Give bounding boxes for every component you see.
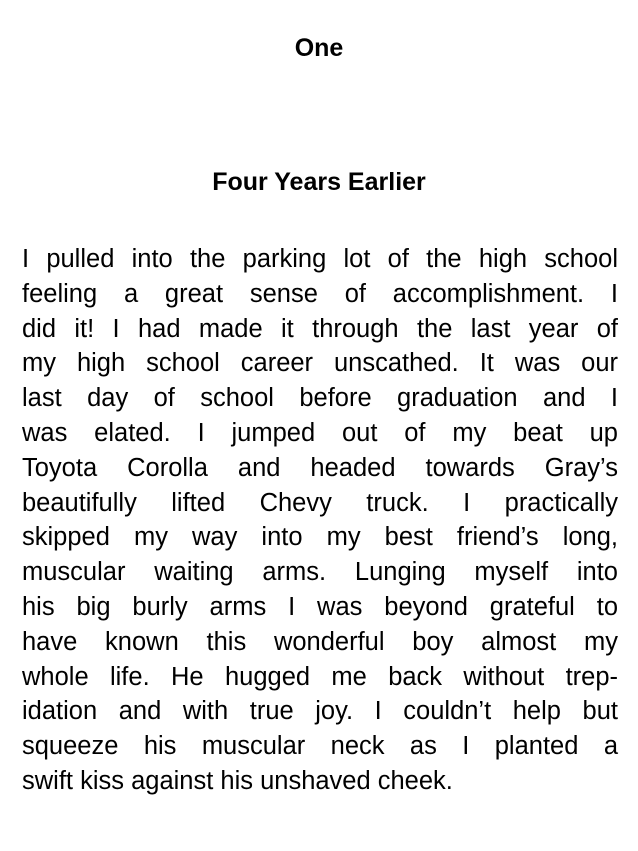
text-line: his big burly arms I was beyond grateful to [22,592,618,621]
text-line: whole life. He hugged me back without trep- [22,662,618,691]
text-line: my high school career unscathed. It was our [22,349,618,378]
text-line: did it! I had made it through the last year of [22,314,618,343]
text-line: feeling a great sense of accomplishment. I [22,279,618,308]
text-line: I pulled into the parking lot of the high school [22,245,618,273]
chapter-title: One [294,34,344,62]
text-line: idation and with true joy. I couldn’t help but [22,697,618,726]
text-line: muscular waiting arms. Lunging myself into [22,558,618,587]
text-line: have known this wonderful boy almost my [22,627,618,656]
body-paragraph [22,242,618,799]
text-line: skipped my way into my best friend’s long, [22,523,618,552]
text-line: Toyota Corolla and headed towards Gray’s [22,453,618,482]
text-line: squeeze his muscular neck as I planted a [22,732,618,761]
text-line: swift kiss against his unshaved cheek. [22,766,453,795]
section-heading: Four Years Earlier [212,168,426,196]
text-line: was elated. I jumped out of my beat up [22,418,618,447]
text-line: last day of school before graduation and I [22,384,618,413]
text-line: beautifully lifted Chevy truck. I practically [22,488,618,517]
